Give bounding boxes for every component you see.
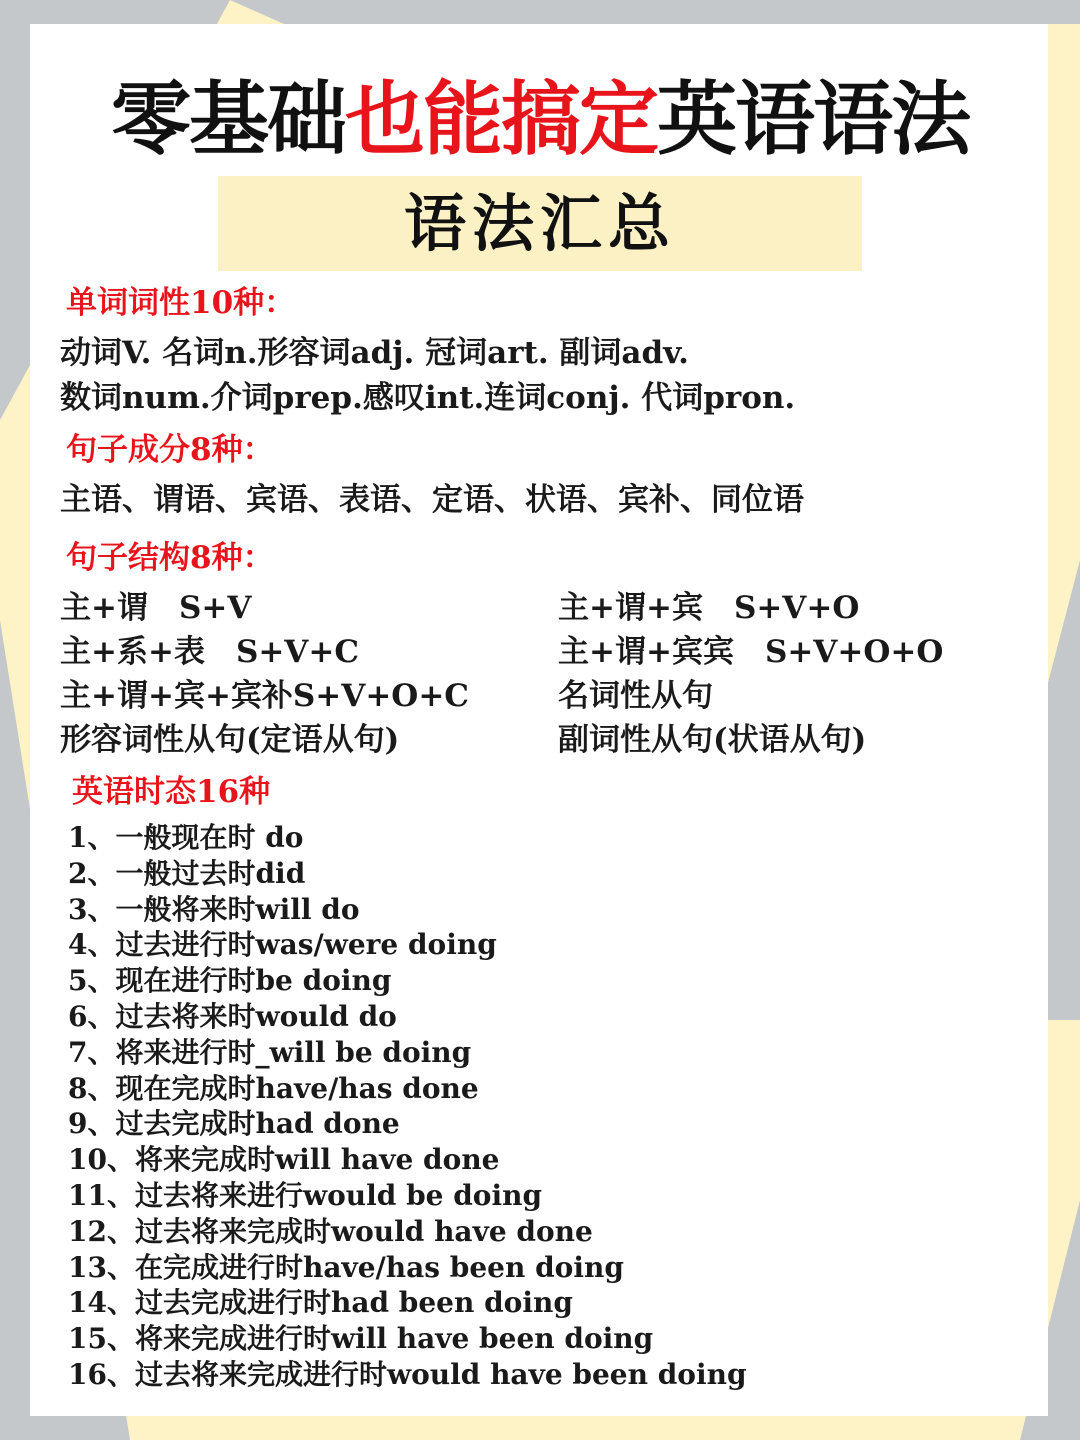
structure-item: 主+系+表 S+V+C xyxy=(60,634,360,670)
parts-of-speech-line: 动词V. 名词n.形容词adj. 冠词art. 副词adv. xyxy=(60,335,689,371)
list-item: 5、现在进行时be doing xyxy=(68,964,392,998)
list-item: 2、一般过去时did xyxy=(68,856,306,890)
list-item: 16、过去将来完成进行时would have been doing xyxy=(68,1357,747,1391)
structure-item: 主+谓 S+V xyxy=(60,590,252,626)
list-item: 14、过去完成进行时had been doing xyxy=(68,1286,573,1320)
sentence-elements-line: 主语、谓语、宾语、表语、定语、状语、宾补、同位语 xyxy=(60,482,804,518)
list-item: 13、在完成进行时have/has been doing xyxy=(68,1250,624,1284)
list-item: 7、将来进行时_will be doing xyxy=(68,1035,472,1069)
list-item: 1、一般现在时 do xyxy=(68,821,304,854)
section-heading-sentence-elements: 句子成分8种： xyxy=(66,432,274,468)
list-item: 6、过去将来时would do xyxy=(68,999,397,1033)
list-item: 4、过去进行时was/were doing xyxy=(68,928,497,962)
page-title xyxy=(0,70,1080,170)
section-heading-tenses: 英语时态16种 xyxy=(72,774,271,810)
title-part-1: 零基础 xyxy=(111,73,345,166)
structure-item: 主+谓+宾 S+V+O xyxy=(558,590,860,626)
tense-list xyxy=(68,820,747,1393)
title-part-3: 英语语法 xyxy=(657,73,969,166)
structure-item: 主+谓+宾宾 S+V+O+O xyxy=(558,634,944,670)
parts-of-speech-line: 数词num.介词prep.感叹int.连词conj. 代词pron. xyxy=(60,380,796,416)
list-item: 10、将来完成时will have done xyxy=(68,1143,500,1177)
structure-item: 主+谓+宾+宾补S+V+O+C xyxy=(60,678,469,714)
list-item: 11、过去将来进行would be doing xyxy=(68,1178,543,1212)
list-item: 12、过去将来完成时would have done xyxy=(68,1214,593,1248)
section-heading-parts-of-speech: 单词词性10种： xyxy=(66,285,296,321)
list-item: 9、过去完成时had done xyxy=(68,1107,400,1141)
list-item: 3、一般将来时will do xyxy=(68,892,360,926)
list-item: 8、现在完成时have/has done xyxy=(68,1071,479,1105)
list-item: 15、将来完成进行时will have been doing xyxy=(68,1322,654,1356)
title-part-2-highlight: 也能搞定 xyxy=(345,73,657,166)
section-heading-sentence-structures: 句子结构8种： xyxy=(66,540,274,576)
background-shape xyxy=(230,0,1080,24)
structure-item: 形容词性从句(定语从句) xyxy=(60,722,400,758)
structure-item: 副词性从句(状语从句) xyxy=(558,722,867,758)
page-subtitle: 语法汇总 xyxy=(403,187,676,260)
structure-item: 名词性从句 xyxy=(558,678,713,714)
